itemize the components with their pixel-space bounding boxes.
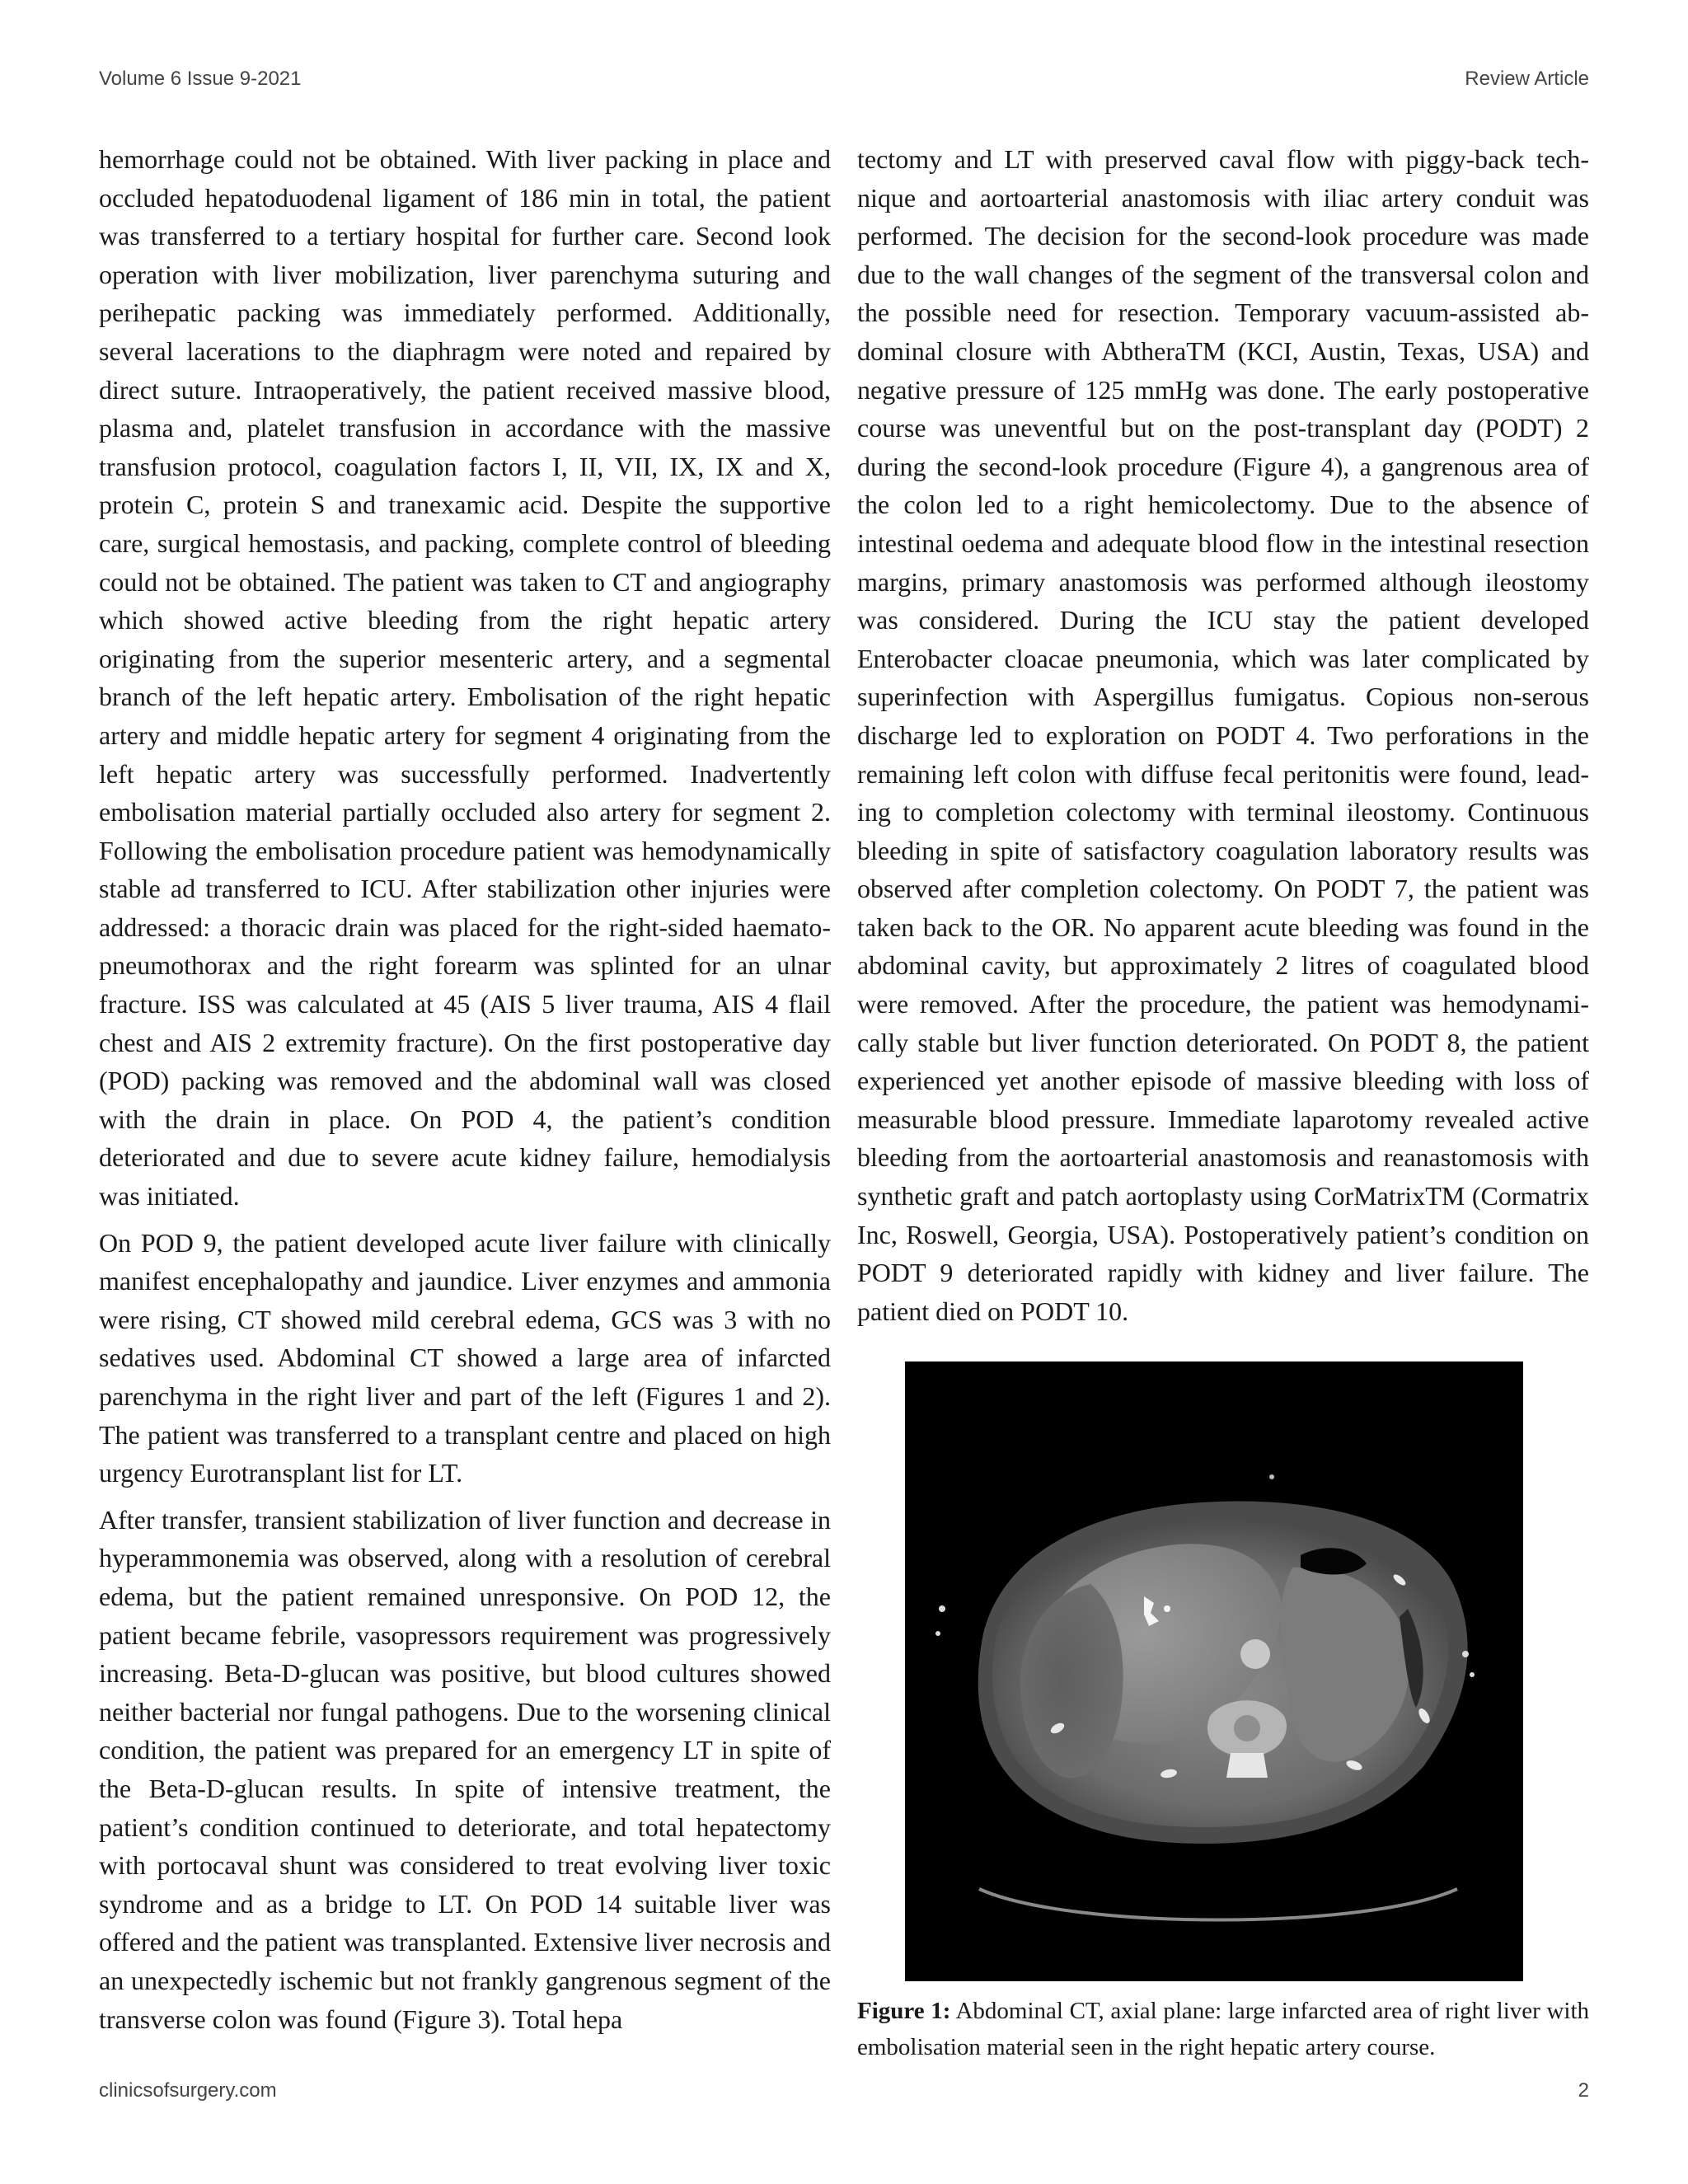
journal-volume-header: Volume 6 Issue 9-2021 [99,68,302,90]
paragraph: On POD 9, the patient developed acute liver failure with clinically manifest encephalopathy and jaundice. Liver enzymes and ammonia were rising, CT showed mild cerebral edema, GCS was 3 with no sedatives used. Abdominal CT showed a large area of infarcted parenchyma in the right liver and part of the left (Figures 1 and 2). The patient was transferred to a transplant centre and placed on high urgency Eurotransplant list for LT. [99,1227,831,1488]
figure-label: Figure 1: [857,1998,951,2024]
article-type-header: Review Article [1465,68,1589,90]
ct-scan-image [905,1361,1523,1981]
left-text-column [99,140,831,2046]
paragraph: tectomy and LT with preserved caval flow with piggy-back technique and aortoarterial anastomosis with iliac artery conduit was performed. The decision for the second-look procedure was made due to the wall changes of the segment of the transversal colon and the possible need for resection. Temporary vacuum-assisted abdominal closure with AbtheraTM (KCI, Austin, Texas, USA) and negative pressure of 125 mmHg was done. The early postoperative course was uneventful but on the post-transplant day (PODT) 2 during the second-look procedure (Figure 4), a gangrenous area of the colon led to a right hemicolectomy. Due to the absence of intestinal oedema and adequate blood flow in the intestinal resection margins, primary anastomosis was performed although ileostomy was considered. During the ICU stay the patient developed Enterobacter cloacae pneumonia, which was later complicated by superinfection with Aspergillus fumigatus. Copious non-serous discharge led to exploration on PODT 4. Two perforations in the remaining left colon with diffuse fecal peritonitis were found, leading to completion colectomy with terminal ileostomy. Continuous bleeding in spite of satisfactory coagulation laboratory results was observed after completion colectomy. On PODT 7, the patient was taken back to the OR. No apparent acute bleeding was found in the abdominal cavity, but approximately 2 litres of coagulated blood were removed. After the procedure, the patient was hemodynamically stable but liver function deteriorated. On PODT 8, the patient experienced yet another episode of massive bleeding with loss of measurable blood pressure. Immediate laparotomy revealed active bleeding from the aortoarterial anastomosis and reanastomosis with synthetic graft and patch aortoplasty using CorMatrixTM (Cormatrix Inc, Roswell, Georgia, USA). Postoperatively patient’s condition on PODT 9 deteriorated rapidly with kidney and liver failure. The patient died on PODT 10. [857,144,1589,1326]
figure-caption-text: Abdominal CT, axial plane: large infarcted area of right liver with embolisation material seen in the right hepatic artery course. [857,1998,1590,2060]
journal-website-footer: clinicsofsurgery.com [99,2079,277,2102]
paragraph: After transfer, transient stabilization of liver function and decrease in hyperammonemia was observed, along with a resolution of cerebral edema, but the patient remained unresponsive. On POD 12, the patient became febrile, vasopressors requirement was progressively increasing. Beta-D-glucan was positive, but blood cultures showed neither bacterial nor fungal pathogens. Due to the worsening clinical condition, the patient was prepared for an emergency LT in spite of the Beta-D-glucan results. In spite of intensive treatment, the patient’s condition continued to deteriorate, and total hepatectomy with portocaval shunt was considered to treat evolving liver toxic syndrome and as a bridge to LT. On POD 14 suitable liver was offered and the patient was transplanted. Extensive liver necrosis and an unexpectedly ischemic but not frankly gangrenous segment of the transverse colon was found (Figure 3). Total hepa [99,1504,831,2034]
right-text-column [857,140,1589,1338]
page-number: 2 [1578,2079,1589,2102]
figure-caption [857,1993,1589,2065]
paragraph: hemorrhage could not be obtained. With liver packing in place and occluded hepatoduodenal ligament of 186 min in total, the patient was transferred to a tertiary hospital for further care. Second look operation with liver mobilization, liver parenchyma suturing and perihepatic packing was immediately performed. Additionally, several lacerations to the diaphragm were noted and repaired by direct suture. Intraoperatively, the patient received massive blood, plasma and, platelet transfusion in accordance with the massive transfusion protocol, coagulation factors I, II, VII, IX, IX and X, protein C, protein S and tranexamic acid. Despite the supportive care, surgical hemostasis, and packing, complete control of bleeding could not be obtained. The patient was taken to CT and angiography which showed active bleeding from the right hepatic artery originating from the superior mesenteric artery, and a segmental branch of the left hepatic artery. Embolisation of the right hepatic artery and middle hepatic artery for segment 4 originating from the left hepatic artery was successfully performed. Inadvertently embolisation material partially occluded also artery for segment 2. Following the embolisation procedure patient was hemodynamically stable ad transferred to ICU. After stabilization other injuries were addressed: a thoracic drain was placed for the right-sided haemato-pneumothorax and the right forearm was splinted for an ulnar fracture. ISS was calculated at 45 (AIS 5 liver trauma, AIS 4 flail chest and AIS 2 extremity fracture). On the first postoperative day (POD) packing was removed and the abdominal wall was closed with the drain in place. On POD 4, the patient’s condition deteriorated and due to severe acute kidney failure, hemodialysis was initiated. [99,144,831,1212]
